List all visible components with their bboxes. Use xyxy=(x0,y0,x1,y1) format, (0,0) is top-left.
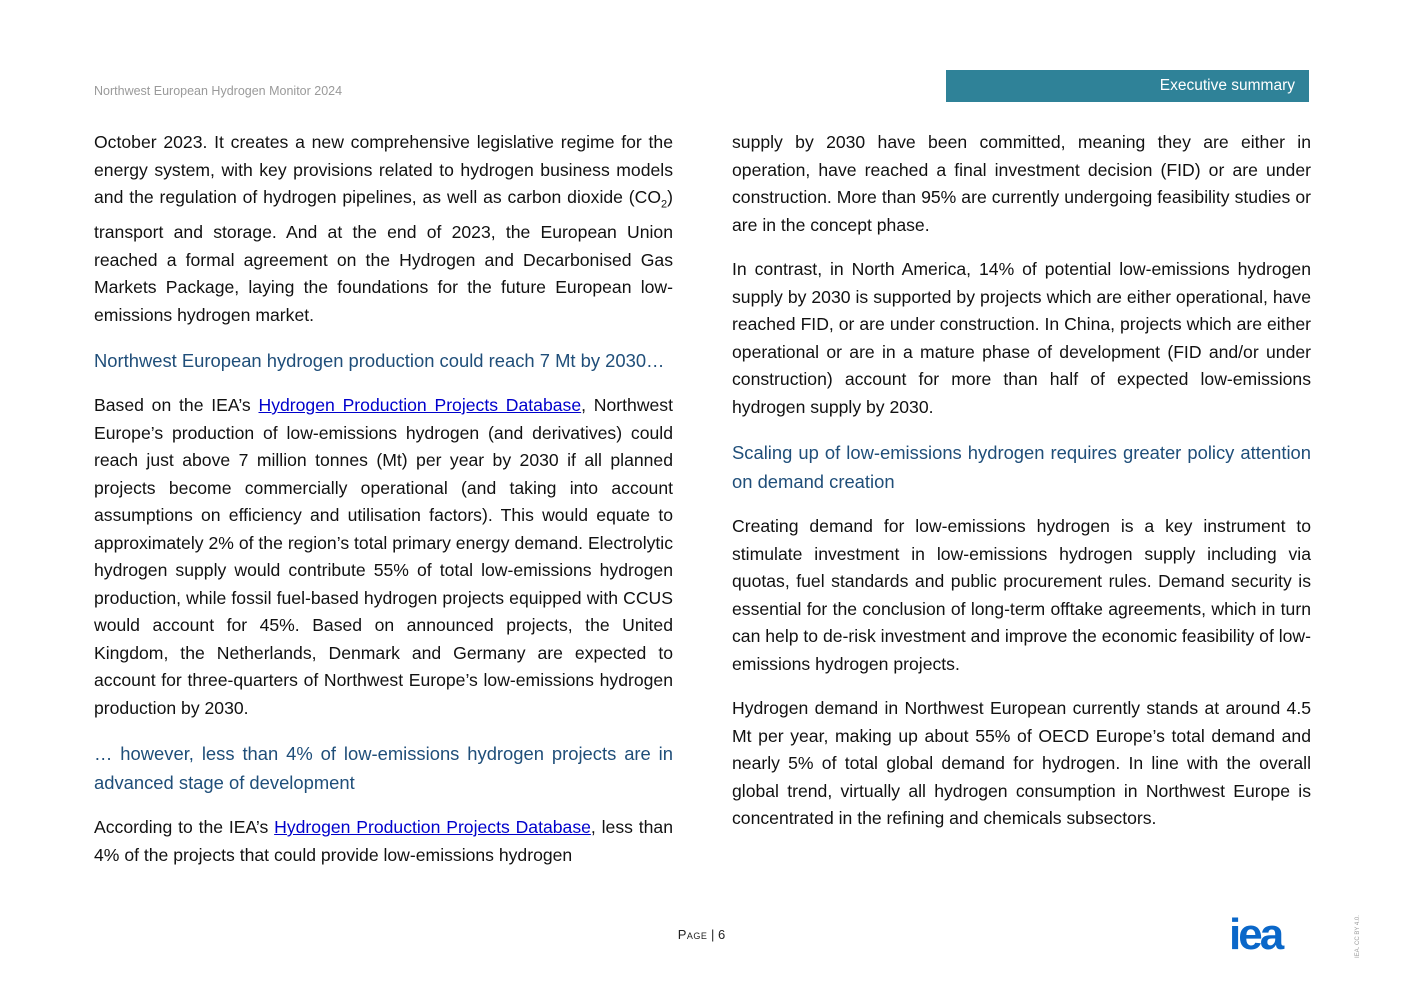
paragraph-text: , less than 4% of the projects that could provide low-emissions hydrogen xyxy=(94,817,673,865)
paragraph-text: ) transport and storage. And at the end of 2023, the European Union reached a formal agreement on the Hydrogen and Decarbonised Gas Markets Package, laying the foundations for the future European low-emissions hydrogen market. xyxy=(94,187,673,325)
paragraph-text: October 2023. It creates a new comprehensive legislative regime for the energy system, with key provisions related to hydrogen business models and the regulation of hydrogen pipelines, as well as carbon dioxide (CO xyxy=(94,132,673,207)
left-column xyxy=(94,129,673,886)
section-heading: … however, less than 4% of low-emissions hydrogen projects are in advanced stage of development xyxy=(94,743,673,794)
license-note: IEA. CC BY 4.0. xyxy=(1355,915,1361,958)
page-label: Page xyxy=(677,927,708,942)
paragraph xyxy=(94,392,673,722)
section-tab: Executive summary xyxy=(946,70,1309,102)
paragraph xyxy=(94,129,673,329)
paragraph: Creating demand for low-emissions hydrogen is a key instrument to stimulate investment in low-emissions hydrogen supply including via quotas, fuel standards and public procurement rules. Demand security is essential for the conclusion of long-term offtake agreements, which in turn can help to de-risk investment and improve the economic feasibility of low-emissions hydrogen projects. xyxy=(732,516,1311,674)
logo-text: iea xyxy=(1229,916,1282,952)
iea-logo-icon xyxy=(1229,916,1309,952)
paragraph-text: , Northwest Europe’s production of low-emissions hydrogen (and derivatives) could reach just above 7 million tonnes (Mt) per year by 2030 if all planned projects become commercially operational (and taking into account assumptions on efficiency and utilisation factors). This would equate to approximately 2% of the region’s total primary energy demand. Electrolytic hydrogen supply would contribute 55% of total low-emissions hydrogen production, while fossil fuel-based hydrogen projects equipped with CCUS would account for 45%. Based on announced projects, the United Kingdom, the Netherlands, Denmark and Germany are expected to account for three-quarters of Northwest Europe’s low-emissions hydrogen production by 2030. xyxy=(94,395,673,718)
paragraph xyxy=(94,814,673,869)
document-title: Northwest European Hydrogen Monitor 2024 xyxy=(94,84,343,98)
section-heading: Scaling up of low-emissions hydrogen requires greater policy attention on demand creation xyxy=(732,442,1311,492)
paragraph: Hydrogen demand in Northwest European currently stands at around 4.5 Mt per year, making up about 55% of OECD Europe’s total demand and nearly 5% of total global demand for hydrogen. In line with the overall global trend, virtually all hydrogen consumption in Northwest Europe is concentrated in the refining and chemicals subsectors. xyxy=(732,698,1311,828)
page-separator: | xyxy=(707,927,719,942)
page-number xyxy=(0,927,1403,942)
subscript: 2 xyxy=(661,198,668,211)
paragraph-text: According to the IEA’s xyxy=(94,817,275,838)
database-link[interactable]: Hydrogen Production Projects Database xyxy=(258,395,582,416)
paragraph: supply by 2030 have been committed, meaning they are either in operation, have reached a final investment decision (FID) or are under construction. More than 95% are currently undergoing feasibility studies or are in the concept phase. xyxy=(732,132,1311,235)
database-link[interactable]: Hydrogen Production Projects Database xyxy=(274,817,591,838)
section-heading: Northwest European hydrogen production could reach 7 Mt by 2030… xyxy=(94,350,665,372)
right-column xyxy=(732,129,1311,850)
paragraph-text: Based on the IEA’s xyxy=(94,395,259,416)
page-number-value: 6 xyxy=(718,927,726,942)
paragraph: In contrast, in North America, 14% of potential low-emissions hydrogen supply by 2030 is supported by projects which are either operational, have reached FID, or are under construction. In China, projects which are either operational or are in a mature phase of development (FID and/or under construction) account for more than half of expected low-emissions hydrogen supply by 2030. xyxy=(732,259,1311,417)
